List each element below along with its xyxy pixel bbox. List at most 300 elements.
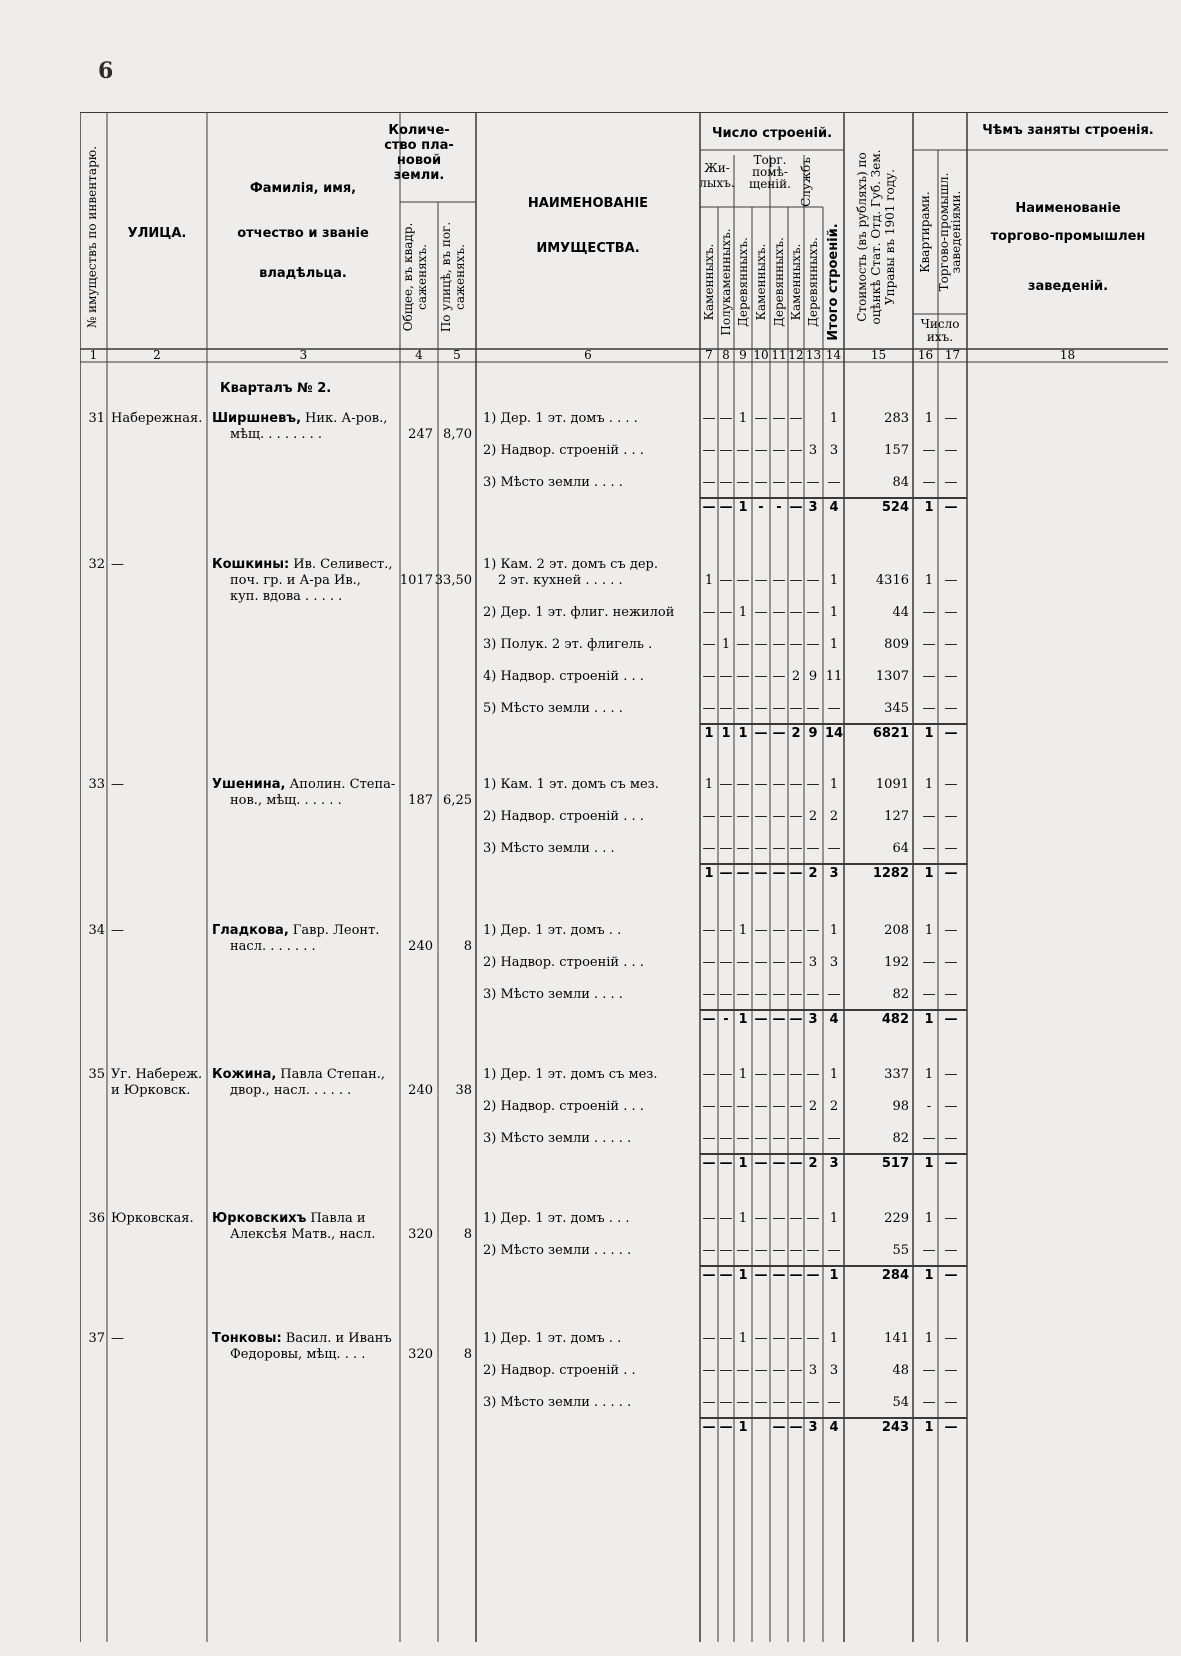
item-count: — bbox=[754, 605, 768, 620]
column-number: 13 bbox=[805, 348, 822, 362]
item-count: — bbox=[806, 1395, 820, 1410]
item-count: — bbox=[772, 1395, 786, 1410]
item-apartments: — bbox=[922, 1131, 936, 1146]
item-count: — bbox=[806, 701, 820, 716]
item-cost: 84 bbox=[892, 475, 909, 490]
entry-owner: поч. гр. и А-ра Ив., bbox=[230, 573, 361, 588]
total-count: — bbox=[719, 1156, 733, 1171]
column-number: 3 bbox=[299, 348, 308, 362]
item-count: — bbox=[806, 1211, 820, 1226]
entry-owner: Ушенина, bbox=[212, 777, 286, 792]
item-apartments: - bbox=[926, 1099, 932, 1114]
item-count: — bbox=[772, 605, 786, 620]
item-count: — bbox=[806, 987, 820, 1002]
item-trade: — bbox=[944, 411, 958, 426]
item-cost: 283 bbox=[884, 411, 909, 426]
item-cost: 345 bbox=[884, 701, 909, 716]
item-count: — bbox=[702, 443, 716, 458]
quarter-title: Кварталъ № 2. bbox=[220, 381, 332, 396]
total-count: 1 bbox=[738, 726, 748, 741]
item-name: 3) Мѣсто земли . . . . bbox=[483, 475, 623, 490]
item-count: — bbox=[754, 841, 768, 856]
item-apartments: — bbox=[922, 605, 936, 620]
trade-establishments-header: Торгово-промышл. bbox=[937, 172, 951, 292]
total-count: — bbox=[789, 1012, 803, 1027]
item-trade: — bbox=[944, 1363, 958, 1378]
entry-owner: Аполин. Степа- bbox=[289, 777, 396, 792]
total-trade: — bbox=[944, 866, 958, 881]
item-count: 11 bbox=[825, 669, 843, 684]
item-count: — bbox=[806, 573, 820, 588]
item-count: 3 bbox=[808, 955, 818, 970]
item-trade: — bbox=[944, 1331, 958, 1346]
entry-frontage: 38 bbox=[455, 1083, 472, 1098]
cost-header: Стоимость (въ рубляхъ) по bbox=[855, 152, 869, 322]
item-count: — bbox=[772, 573, 786, 588]
total-trade: — bbox=[944, 1012, 958, 1027]
total-cost: 517 bbox=[881, 1156, 909, 1171]
total-count: 3 bbox=[808, 500, 818, 515]
total-count: — bbox=[736, 866, 750, 881]
item-count: — bbox=[702, 955, 716, 970]
entry-area: 187 bbox=[408, 793, 433, 808]
item-count: — bbox=[789, 411, 803, 426]
total-count: 2 bbox=[808, 866, 818, 881]
entry-owner: Федоровы, мѣщ. . . . bbox=[230, 1347, 366, 1362]
total-count: — bbox=[789, 1156, 803, 1171]
item-count: — bbox=[719, 841, 733, 856]
column-number: 5 bbox=[453, 348, 461, 362]
item-trade: — bbox=[944, 443, 958, 458]
total-count: 1 bbox=[721, 726, 731, 741]
item-count: — bbox=[702, 637, 716, 652]
owner-header: владѣльца. bbox=[259, 266, 347, 281]
item-name: 2) Надвор. строеній . . . bbox=[483, 809, 644, 824]
item-count: — bbox=[719, 1395, 733, 1410]
item-count: — bbox=[806, 1243, 820, 1258]
item-count: — bbox=[702, 1067, 716, 1082]
total-trade: — bbox=[944, 1268, 958, 1283]
total-count: 1 bbox=[738, 1012, 748, 1027]
item-count: — bbox=[702, 475, 716, 490]
land-quantity-header: новой bbox=[396, 153, 442, 168]
total-count: 3 bbox=[829, 1156, 839, 1171]
item-count: — bbox=[702, 1331, 716, 1346]
item-cost: 337 bbox=[884, 1067, 909, 1082]
item-count: — bbox=[736, 637, 750, 652]
item-apartments: — bbox=[922, 701, 936, 716]
entry-street: Набережная. bbox=[111, 411, 203, 426]
item-count: — bbox=[827, 1131, 841, 1146]
total-cost: 1282 bbox=[872, 866, 909, 881]
entry-owner: Ник. А-ров., bbox=[305, 411, 388, 426]
entry-number: 37 bbox=[88, 1331, 105, 1346]
item-count: — bbox=[736, 841, 750, 856]
item-count: — bbox=[719, 669, 733, 684]
item-count: — bbox=[789, 777, 803, 792]
item-name: 3) Мѣсто земли . . . bbox=[483, 841, 615, 856]
owner-header: Фамилія, имя, bbox=[249, 181, 357, 196]
total-count: - bbox=[758, 500, 764, 515]
item-apartments: 1 bbox=[924, 411, 934, 426]
building-type-header: Деревянныхъ. bbox=[772, 237, 786, 327]
item-count: — bbox=[719, 923, 733, 938]
item-trade: — bbox=[944, 701, 958, 716]
item-cost: 44 bbox=[892, 605, 909, 620]
entry-street: — bbox=[111, 557, 124, 572]
land-quantity-header: ство пла- bbox=[384, 138, 454, 153]
item-count: — bbox=[702, 669, 716, 684]
item-cost: 4316 bbox=[875, 573, 909, 588]
item-name: 1) Кам. 1 эт. домъ съ мез. bbox=[483, 777, 659, 792]
total-count: — bbox=[719, 1420, 733, 1435]
item-count: — bbox=[789, 809, 803, 824]
total-count: — bbox=[806, 1268, 820, 1283]
total-buildings-header: Итого строеній. bbox=[826, 223, 841, 341]
column-number: 6 bbox=[584, 348, 592, 362]
entry-frontage: 8 bbox=[463, 939, 472, 954]
item-count: — bbox=[772, 637, 786, 652]
entry-area: 320 bbox=[408, 1347, 433, 1362]
item-count: — bbox=[702, 1099, 716, 1114]
entry-number: 31 bbox=[88, 411, 105, 426]
item-count: 1 bbox=[829, 777, 839, 792]
entry-owner: Васил. и Иванъ bbox=[285, 1331, 392, 1346]
item-count: 1 bbox=[829, 1067, 839, 1082]
total-count: — bbox=[702, 1268, 716, 1283]
item-trade: — bbox=[944, 987, 958, 1002]
item-count: — bbox=[736, 1099, 750, 1114]
establishment-name-header: Наименованіе bbox=[1015, 201, 1121, 216]
cost-header: Управы въ 1901 году. bbox=[883, 169, 897, 305]
item-trade: — bbox=[944, 809, 958, 824]
item-count: 1 bbox=[738, 411, 748, 426]
item-count: 1 bbox=[738, 605, 748, 620]
item-count: — bbox=[754, 701, 768, 716]
item-apartments: — bbox=[922, 1243, 936, 1258]
item-count: 1 bbox=[704, 777, 714, 792]
total-cost: 284 bbox=[881, 1268, 909, 1283]
item-cost: 64 bbox=[892, 841, 909, 856]
count-header: ихъ. bbox=[926, 330, 954, 344]
total-count: — bbox=[719, 1268, 733, 1283]
total-count: 4 bbox=[829, 1420, 839, 1435]
item-trade: — bbox=[944, 1395, 958, 1410]
residential-header: Жи- bbox=[704, 161, 730, 175]
total-count: — bbox=[702, 1012, 716, 1027]
item-count: — bbox=[827, 841, 841, 856]
item-count: — bbox=[736, 701, 750, 716]
buildings-count-header: Число строеній. bbox=[711, 126, 833, 141]
total-trade: — bbox=[944, 500, 958, 515]
item-count: — bbox=[772, 475, 786, 490]
item-apartments: — bbox=[922, 475, 936, 490]
item-name: 1) Дер. 1 эт. домъ . . . bbox=[483, 1211, 630, 1226]
item-count: — bbox=[754, 955, 768, 970]
item-count: — bbox=[772, 443, 786, 458]
item-count: — bbox=[736, 1243, 750, 1258]
cost-header: оцѣнкѣ Стат. Отд. Губ. Зем. bbox=[869, 149, 883, 325]
column-number: 4 bbox=[415, 348, 423, 362]
item-trade: — bbox=[944, 573, 958, 588]
item-count: — bbox=[754, 669, 768, 684]
item-trade: — bbox=[944, 1131, 958, 1146]
item-count: 3 bbox=[829, 955, 839, 970]
item-count: — bbox=[702, 411, 716, 426]
total-count: — bbox=[754, 866, 768, 881]
item-count: — bbox=[702, 1211, 716, 1226]
entry-frontage: 6,25 bbox=[443, 793, 472, 808]
building-type-header: Деревянныхъ. bbox=[736, 237, 750, 327]
entry-owner: Ив. Селивест., bbox=[293, 557, 393, 572]
item-count: — bbox=[754, 573, 768, 588]
item-trade: — bbox=[944, 669, 958, 684]
item-count: 1 bbox=[829, 573, 839, 588]
item-count: — bbox=[719, 411, 733, 426]
item-apartments: — bbox=[922, 637, 936, 652]
item-count: — bbox=[789, 605, 803, 620]
item-count: 1 bbox=[829, 923, 839, 938]
total-count: 3 bbox=[829, 866, 839, 881]
total-count: 1 bbox=[738, 1420, 748, 1435]
item-count: 1 bbox=[704, 573, 714, 588]
street-header: УЛИЦА. bbox=[127, 226, 187, 241]
item-count: — bbox=[754, 637, 768, 652]
entry-street: — bbox=[111, 923, 124, 938]
item-count: — bbox=[754, 809, 768, 824]
total-count: 4 bbox=[829, 1012, 839, 1027]
item-apartments: 1 bbox=[924, 1331, 934, 1346]
item-name: 1) Дер. 1 эт. домъ съ мез. bbox=[483, 1067, 658, 1082]
item-count: 3 bbox=[829, 443, 839, 458]
item-count: — bbox=[789, 573, 803, 588]
total-count: 1 bbox=[738, 1156, 748, 1171]
total-count: — bbox=[754, 1268, 768, 1283]
item-count: — bbox=[806, 637, 820, 652]
total-count: — bbox=[772, 1420, 786, 1435]
frontage-header: По улицѣ, въ пог. bbox=[439, 221, 453, 333]
item-count: — bbox=[702, 605, 716, 620]
item-apartments: — bbox=[922, 443, 936, 458]
item-count: — bbox=[789, 923, 803, 938]
item-count: — bbox=[754, 475, 768, 490]
total-apartments: 1 bbox=[924, 500, 934, 515]
entry-street: Юрковская. bbox=[111, 1211, 194, 1226]
building-type-header: Каменныхъ. bbox=[702, 243, 716, 321]
item-count: — bbox=[772, 701, 786, 716]
entry-frontage: 8 bbox=[463, 1227, 472, 1242]
total-count: — bbox=[789, 1420, 803, 1435]
entry-street: Уг. Набереж. bbox=[111, 1067, 203, 1082]
item-count: — bbox=[806, 475, 820, 490]
total-count: 1 bbox=[704, 866, 714, 881]
total-apartments: 1 bbox=[924, 1012, 934, 1027]
item-count: — bbox=[736, 443, 750, 458]
item-cost: 1091 bbox=[875, 777, 909, 792]
item-cost: 192 bbox=[884, 955, 909, 970]
item-trade: — bbox=[944, 923, 958, 938]
item-count: — bbox=[772, 1131, 786, 1146]
item-count: — bbox=[736, 669, 750, 684]
item-name: 2) Дер. 1 эт. флиг. нежилой bbox=[483, 605, 675, 620]
trade-premises-header: помѣ- bbox=[752, 165, 788, 179]
entry-number: 36 bbox=[88, 1211, 105, 1226]
item-cost: 127 bbox=[884, 809, 909, 824]
item-count: — bbox=[736, 573, 750, 588]
item-name: 2) Надвор. строеній . . bbox=[483, 1363, 636, 1378]
column-number: 16 bbox=[917, 348, 934, 362]
item-count: — bbox=[719, 955, 733, 970]
item-count: — bbox=[754, 1067, 768, 1082]
item-count: 1 bbox=[829, 1331, 839, 1346]
item-trade: — bbox=[944, 637, 958, 652]
item-trade: — bbox=[944, 841, 958, 856]
item-count: 1 bbox=[738, 923, 748, 938]
item-count: — bbox=[719, 443, 733, 458]
item-count: — bbox=[702, 987, 716, 1002]
item-name: 3) Мѣсто земли . . . . . bbox=[483, 1395, 632, 1410]
item-count: — bbox=[789, 1131, 803, 1146]
item-count: — bbox=[702, 923, 716, 938]
item-trade: — bbox=[944, 605, 958, 620]
total-count: — bbox=[772, 726, 786, 741]
item-count: — bbox=[754, 923, 768, 938]
item-count: — bbox=[772, 1099, 786, 1114]
entry-owner: Ширшневъ, bbox=[212, 411, 302, 426]
item-trade: — bbox=[944, 1243, 958, 1258]
entry-number: 34 bbox=[88, 923, 105, 938]
item-trade: — bbox=[944, 777, 958, 792]
item-count: — bbox=[736, 1363, 750, 1378]
residential-header: лыхъ. bbox=[699, 176, 735, 190]
total-count: — bbox=[702, 500, 716, 515]
entry-owner: Павла Степан., bbox=[280, 1067, 386, 1082]
total-count: - bbox=[776, 500, 782, 515]
total-apartments: 1 bbox=[924, 866, 934, 881]
item-count: — bbox=[827, 701, 841, 716]
item-count: — bbox=[702, 1395, 716, 1410]
entry-owner: Кожина, bbox=[212, 1067, 277, 1082]
item-count: — bbox=[806, 1131, 820, 1146]
item-count: — bbox=[772, 923, 786, 938]
item-cost: 141 bbox=[884, 1331, 909, 1346]
total-cost: 243 bbox=[881, 1420, 909, 1435]
total-count: — bbox=[719, 500, 733, 515]
item-count: — bbox=[719, 809, 733, 824]
item-count: — bbox=[789, 987, 803, 1002]
total-count: 9 bbox=[808, 726, 818, 741]
item-count: — bbox=[719, 1099, 733, 1114]
item-count: 2 bbox=[829, 1099, 839, 1114]
entry-number: 33 bbox=[88, 777, 105, 792]
item-trade: — bbox=[944, 1099, 958, 1114]
item-apartments: — bbox=[922, 1363, 936, 1378]
count-header: Число bbox=[920, 317, 960, 331]
entry-owner: Гладкова, bbox=[212, 923, 289, 938]
item-count: — bbox=[789, 1099, 803, 1114]
item-count: — bbox=[719, 605, 733, 620]
entry-street: и Юрковск. bbox=[111, 1083, 191, 1098]
entry-owner: куп. вдова . . . . . bbox=[230, 589, 343, 604]
item-count: — bbox=[719, 987, 733, 1002]
item-cost: 55 bbox=[892, 1243, 909, 1258]
item-apartments: 1 bbox=[924, 923, 934, 938]
building-type-header: Каменныхъ. bbox=[789, 243, 803, 321]
total-count: — bbox=[754, 1012, 768, 1027]
column-number: 8 bbox=[722, 348, 730, 362]
item-count: — bbox=[789, 443, 803, 458]
entry-number: 35 bbox=[88, 1067, 105, 1082]
building-type-header: Полукаменныхъ. bbox=[719, 228, 733, 336]
item-count: 2 bbox=[808, 809, 818, 824]
item-count: — bbox=[754, 1363, 768, 1378]
item-count: — bbox=[789, 1331, 803, 1346]
entry-area: 240 bbox=[408, 939, 433, 954]
item-count: — bbox=[754, 1331, 768, 1346]
total-cost: 482 bbox=[881, 1012, 909, 1027]
total-count: 14 bbox=[824, 726, 844, 741]
column-number: 1 bbox=[89, 348, 98, 362]
column-number: 9 bbox=[739, 348, 747, 362]
item-count: — bbox=[736, 777, 750, 792]
item-count: 1 bbox=[829, 411, 839, 426]
item-count: — bbox=[754, 1243, 768, 1258]
entry-owner: мѣщ. . . . . . . . bbox=[230, 427, 323, 442]
item-count: — bbox=[789, 701, 803, 716]
item-count: — bbox=[702, 701, 716, 716]
item-apartments: — bbox=[922, 987, 936, 1002]
item-count: — bbox=[772, 987, 786, 1002]
total-count: - bbox=[723, 1012, 729, 1027]
total-count: — bbox=[719, 866, 733, 881]
item-count: 1 bbox=[738, 1211, 748, 1226]
item-count: 3 bbox=[808, 443, 818, 458]
apartments-header: Квартирами. bbox=[918, 191, 932, 273]
item-count: — bbox=[754, 411, 768, 426]
item-name: 1) Кам. 2 эт. домъ съ дер. bbox=[483, 557, 658, 572]
item-name: 4) Надвор. строеній . . . bbox=[483, 669, 644, 684]
item-cost: 809 bbox=[884, 637, 909, 652]
item-count: — bbox=[772, 841, 786, 856]
total-area-header: Общее, въ квадр. bbox=[401, 222, 415, 332]
total-count: — bbox=[754, 1156, 768, 1171]
item-cost: 208 bbox=[884, 923, 909, 938]
item-count: 9 bbox=[808, 669, 818, 684]
item-count: — bbox=[719, 1131, 733, 1146]
item-count: — bbox=[719, 1363, 733, 1378]
item-count: — bbox=[772, 1331, 786, 1346]
item-count: — bbox=[789, 637, 803, 652]
trade-establishments-header: заведеніями. bbox=[949, 190, 963, 274]
total-count: 1 bbox=[738, 1268, 748, 1283]
item-apartments: 1 bbox=[924, 1067, 934, 1082]
item-count: — bbox=[772, 411, 786, 426]
total-count: 1 bbox=[704, 726, 714, 741]
entry-owner: Алексѣя Матв., насл. bbox=[230, 1227, 376, 1242]
item-count: — bbox=[806, 1331, 820, 1346]
inventory-number-header: № имуществъ по инвентарю. bbox=[85, 145, 99, 329]
total-apartments: 1 bbox=[924, 1420, 934, 1435]
item-count: — bbox=[772, 809, 786, 824]
trade-premises-header: Торг. bbox=[753, 153, 787, 167]
item-count: — bbox=[754, 1395, 768, 1410]
item-name: 2) Надвор. строеній . . . bbox=[483, 443, 644, 458]
item-count: 2 bbox=[808, 1099, 818, 1114]
establishment-name-header: торгово-промышлен bbox=[990, 229, 1146, 244]
entry-owner: нов., мѣщ. . . . . . bbox=[230, 793, 342, 808]
total-trade: — bbox=[944, 1420, 958, 1435]
land-quantity-header: Количе- bbox=[388, 123, 450, 138]
